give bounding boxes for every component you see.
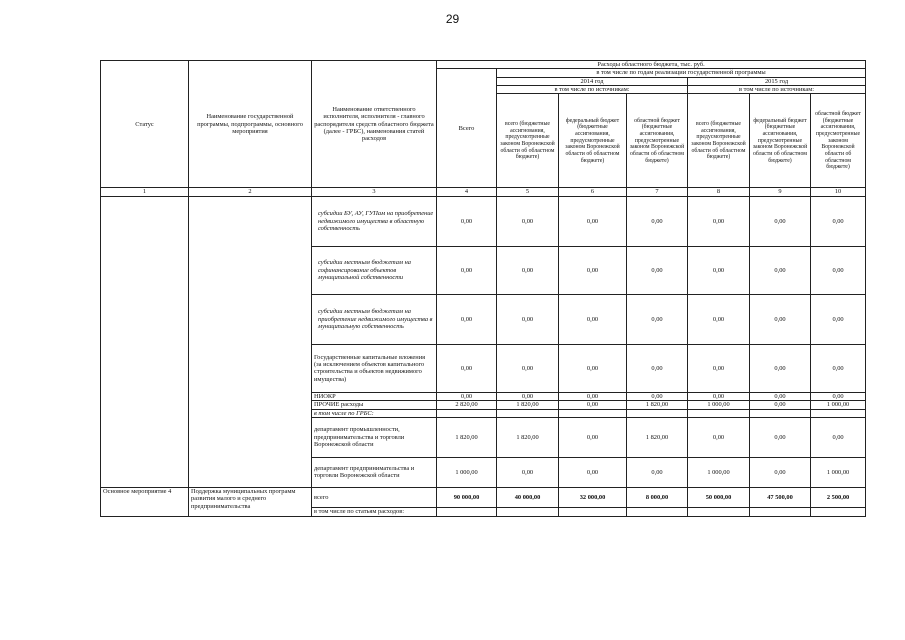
table-row (101, 344, 866, 392)
col-number: 3 (312, 188, 437, 196)
cell-value: 0,00 (559, 401, 627, 409)
cell-value: 0,00 (811, 417, 866, 457)
row-name: субсидии местным бюджетам на софинансирование объектов муниципальной собственности (312, 246, 437, 294)
cell-value: 0,00 (750, 344, 811, 392)
cell-value: 1 820,00 (497, 417, 559, 457)
header-by-years: в том числе по годам реализации государственной программы (497, 69, 866, 77)
cell-value (811, 409, 866, 417)
cell-value (750, 507, 811, 516)
cell-value (559, 409, 627, 417)
header-sources-2015: в том числе по источникам: (688, 86, 866, 94)
cell-value: 0,00 (497, 344, 559, 392)
cell-value (627, 409, 688, 417)
header-2015-federal: федеральный бюджет (бюджетные ассигнования, предусмотренные законом Воронежской области об областном бюджете) (750, 94, 811, 188)
row-name: в том числе по статьям расходов: (312, 507, 437, 516)
header-year-2014: 2014 год (497, 77, 688, 85)
row-name: субсидии БУ, АУ, ГУПам на приобретение недвижимого имущества в областную собственность (312, 196, 437, 246)
cell-value: 0,00 (497, 392, 559, 400)
status-cell (101, 246, 189, 294)
cell-value: 0,00 (688, 294, 750, 344)
header-2014-all: всего (бюджетные ассигнования, предусмотренные законом Воронежской области об областном бюджете) (497, 94, 559, 188)
cell-value (437, 409, 497, 417)
row-name: департамент предпринимательства и торговли Воронежской области (312, 457, 437, 487)
program-cell (189, 417, 312, 457)
table-row (101, 457, 866, 487)
cell-value: 0,00 (437, 344, 497, 392)
cell-value: 0,00 (811, 294, 866, 344)
table-row (101, 294, 866, 344)
cell-value: 2 820,00 (437, 401, 497, 409)
cell-value: 40 000,00 (497, 487, 559, 507)
program-cell: Поддержка муниципальных программ развития малого и среднего предпринимательства (189, 487, 312, 516)
status-cell (101, 417, 189, 457)
cell-value: 0,00 (627, 392, 688, 400)
header-2014-regional: областной бюджет (бюджетные ассигнования, предусмотренные законом Воронежской области об областном бюджете) (627, 94, 688, 188)
header-total: Всего (437, 69, 497, 188)
cell-value (750, 409, 811, 417)
cell-value: 0,00 (437, 246, 497, 294)
cell-value (559, 507, 627, 516)
status-cell (101, 392, 189, 400)
header-executor: Наименование ответственного исполнителя, исполнителя - главного распорядителя средств областного бюджета (далее - ГРБС), наименования статей расходов (312, 61, 437, 188)
row-name: в том числе по ГРБС: (312, 409, 437, 417)
cell-value: 0,00 (559, 196, 627, 246)
cell-value: 0,00 (437, 392, 497, 400)
cell-value: 0,00 (750, 246, 811, 294)
cell-value: 1 000,00 (811, 401, 866, 409)
status-cell (101, 344, 189, 392)
program-cell (189, 457, 312, 487)
col-number: 10 (811, 188, 866, 196)
status-cell (101, 196, 189, 246)
cell-value: 0,00 (497, 196, 559, 246)
program-cell (189, 401, 312, 409)
cell-value: 0,00 (750, 392, 811, 400)
cell-value: 0,00 (688, 392, 750, 400)
col-number: 8 (688, 188, 750, 196)
row-name: всего (312, 487, 437, 507)
row-name: департамент промышленности, предпринимательства и торговли Воронежской области (312, 417, 437, 457)
header-expenses: Расходы областного бюджета, тыс. руб. (437, 61, 866, 69)
row-name: ПРОЧИЕ расходы (312, 401, 437, 409)
header-2014-federal: федеральный бюджет (бюджетные ассигнования, предусмотренные законом Воронежской области об областном бюджете) (559, 94, 627, 188)
cell-value (688, 409, 750, 417)
table-row (101, 487, 866, 507)
cell-value: 90 000,00 (437, 487, 497, 507)
cell-value: 0,00 (559, 457, 627, 487)
cell-value: 0,00 (559, 246, 627, 294)
status-cell (101, 457, 189, 487)
cell-value: 1 000,00 (688, 457, 750, 487)
cell-value: 0,00 (688, 417, 750, 457)
header-2015-regional: областной бюджет (бюджетные ассигнования, предусмотренные законом Воронежской области об областном бюджете) (811, 94, 866, 188)
header-status: Статус (101, 61, 189, 188)
cell-value: 0,00 (750, 457, 811, 487)
header-2015-all: всего (бюджетные ассигнования, предусмотренные законом Воронежской области об областном бюджете) (688, 94, 750, 188)
program-cell (189, 392, 312, 400)
table-row (101, 409, 866, 417)
cell-value: 32 000,00 (559, 487, 627, 507)
status-cell (101, 294, 189, 344)
cell-value: 0,00 (559, 392, 627, 400)
col-number: 5 (497, 188, 559, 196)
cell-value: 1 820,00 (627, 401, 688, 409)
header-year-2015: 2015 год (688, 77, 866, 85)
status-cell (101, 401, 189, 409)
cell-value (811, 507, 866, 516)
cell-value: 0,00 (437, 196, 497, 246)
cell-value: 0,00 (750, 294, 811, 344)
table-row (101, 246, 866, 294)
cell-value: 47 500,00 (750, 487, 811, 507)
row-name: субсидии местным бюджетам на приобретение недвижимого имущества в муниципальную собственность (312, 294, 437, 344)
cell-value: 50 000,00 (688, 487, 750, 507)
cell-value: 0,00 (750, 401, 811, 409)
cell-value: 0,00 (627, 457, 688, 487)
cell-value: 0,00 (627, 294, 688, 344)
cell-value (497, 409, 559, 417)
header-program: Наименование государственной программы, подпрограммы, основного мероприятия (189, 61, 312, 188)
cell-value: 0,00 (497, 294, 559, 344)
cell-value: 0,00 (497, 246, 559, 294)
table-row (101, 196, 866, 246)
table-row (101, 392, 866, 400)
page-number: 29 (445, 12, 460, 26)
cell-value: 1 000,00 (811, 457, 866, 487)
cell-value: 0,00 (750, 417, 811, 457)
program-cell (189, 246, 312, 294)
cell-value: 0,00 (627, 344, 688, 392)
cell-value (497, 507, 559, 516)
row-name: Государственные капитальные вложения (за исключением объектов капитального строительства и объектов недвижимого имущества) (312, 344, 437, 392)
cell-value: 0,00 (437, 294, 497, 344)
cell-value: 0,00 (559, 344, 627, 392)
cell-value: 0,00 (811, 392, 866, 400)
cell-value (437, 507, 497, 516)
status-cell: Основное мероприятие 4 (101, 487, 189, 516)
col-number: 7 (627, 188, 688, 196)
header-sources-2014: в том числе по источникам: (497, 86, 688, 94)
col-number: 4 (437, 188, 497, 196)
table-row (101, 401, 866, 409)
cell-value: 0,00 (811, 196, 866, 246)
col-number: 6 (559, 188, 627, 196)
cell-value: 1 820,00 (497, 401, 559, 409)
cell-value: 0,00 (688, 344, 750, 392)
program-cell (189, 196, 312, 246)
cell-value: 0,00 (688, 196, 750, 246)
cell-value: 0,00 (497, 457, 559, 487)
program-cell (189, 294, 312, 344)
col-number: 1 (101, 188, 189, 196)
program-cell (189, 409, 312, 417)
cell-value: 1 000,00 (688, 401, 750, 409)
cell-value: 1 000,00 (437, 457, 497, 487)
cell-value: 0,00 (559, 417, 627, 457)
cell-value (627, 507, 688, 516)
col-number: 9 (750, 188, 811, 196)
table-row (101, 417, 866, 457)
cell-value: 0,00 (811, 246, 866, 294)
col-number: 2 (189, 188, 312, 196)
cell-value: 1 820,00 (627, 417, 688, 457)
cell-value: 0,00 (750, 196, 811, 246)
cell-value: 0,00 (811, 344, 866, 392)
cell-value: 8 000,00 (627, 487, 688, 507)
budget-table (100, 60, 866, 517)
cell-value: 2 500,00 (811, 487, 866, 507)
program-cell (189, 344, 312, 392)
cell-value: 0,00 (627, 246, 688, 294)
cell-value: 0,00 (627, 196, 688, 246)
cell-value: 0,00 (559, 294, 627, 344)
cell-value (688, 507, 750, 516)
row-name: НИОКР (312, 392, 437, 400)
cell-value: 0,00 (688, 246, 750, 294)
status-cell (101, 409, 189, 417)
cell-value: 1 820,00 (437, 417, 497, 457)
